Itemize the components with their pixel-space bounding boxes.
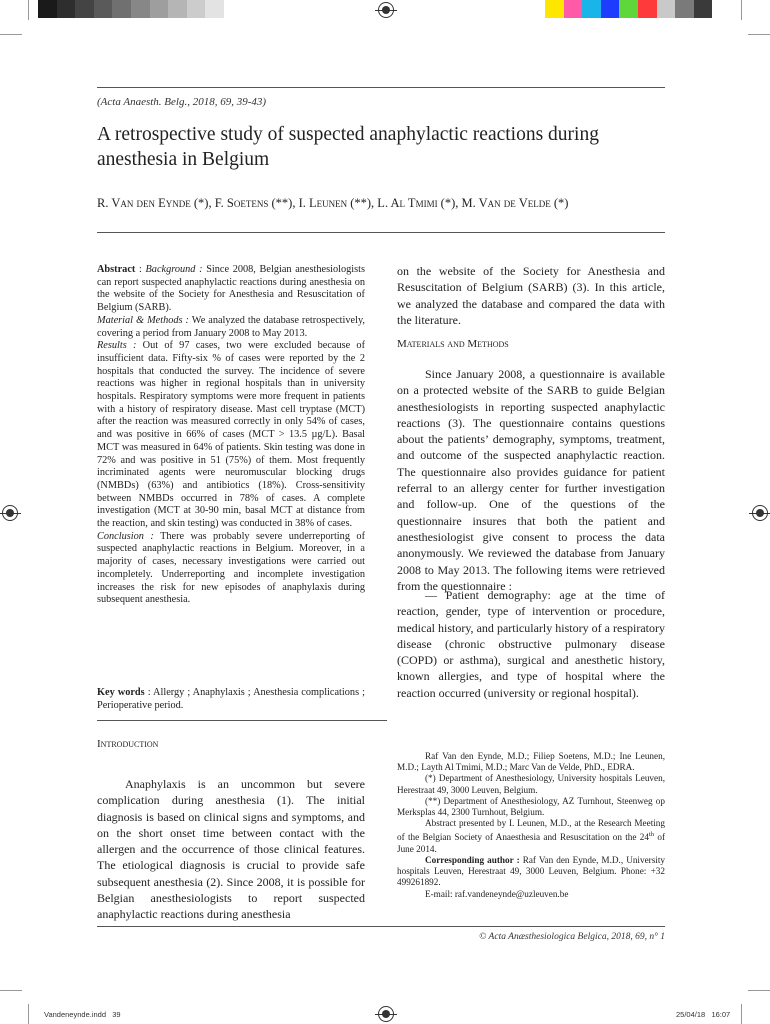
color-swatch	[619, 0, 638, 18]
intro-continuation: on the website of the Society for Anesthesia and Resuscitation of Belgium (SARB) (3). In this article, we analyzed the database and compared the data with the literature.	[397, 264, 665, 327]
abstract-results: Out of 97 cases, two were excluded because of insufficient data. Fifty-six % of cases were reported by the 2 hospitals that conducted the survey. The incidence of severe reactions was higher in regional hospitals than in university hospitals. Respiratory symptoms were more frequent in patients with a history of respiratory disease. Mast cell tryptase (MCT) after the reaction was measured correctly in only 54% of cases, and was positive in 66% of cases (MCT > 13.5 µg/L). Basal MCT was measured in 64% of patients. Skin testing was done in 72% and was positive in 51 (75%) of them. Most frequently incriminated agents were neuromuscular blocking drugs (NMBDs) (63%) and antibiotics (18%). Cross-sensitivity between NMBDs occurred in 78% of cases. A complete investigation (MCT at 30-90 min, basal MCT at distance from the reaction, and skin testing) was conducted in 38% of cases.	[97, 340, 366, 530]
gray-swatch	[187, 0, 206, 18]
methods-label: Material & Methods :	[97, 314, 189, 326]
color-swatch	[638, 0, 657, 18]
gray-swatch	[57, 0, 76, 18]
gray-swatch	[168, 0, 187, 18]
color-swatch	[657, 0, 676, 18]
abstract: Abstract : Background : Since 2008, Belgian anesthesiologists can report suspected anaphylactic reactions during anesthesia on the website of the Society for Anesthesia and Resuscitation of Belgium (SARB). Material & Methods : We analyzed the database retrospectively, covering a period from January 2008 to May 2013. Results : Out of 97 cases, two were excluded because of insufficient data. Fifty-six % of cases were reported by the 2 hospitals that conducted the survey. The incidence of severe reactions was higher in regional hospitals than in university hospitals. Respiratory symptoms were more frequent in patients with a history of respiratory disease. Mast cell tryptase (MCT) after the reaction was measured correctly in only 54% of cases, and was positive in 66% of cases (MCT > 13.5 µg/L). Basal MCT was measured in 64% of patients. Skin testing was done in 72% and was positive in 51 (75%) of them. Most frequently incriminated agents were neuromuscular blocking drugs (NMBDs) (63%) and antibiotics (18%). Cross-sensitivity between NMBDs occurred in 78% of cases. A complete investigation (MCT at 30-90 min, basal MCT at distance from the reaction, and skin testing) was conducted in 38% of cases. Conclusion : There was probably severe underreporting of suspected anaphylactic reactions in Belgium. Moreover, in a majority of cases, necessary investigations were carried out incompletely. Underreporting and incomplete investigation increases the risk for new episodes of anaphylaxis during subsequent anesthesia.	[97, 264, 366, 606]
registration-mark-icon	[378, 2, 394, 18]
presented-date-end: of June 2014.	[397, 832, 666, 854]
methods-heading: Materials and Methods	[397, 338, 509, 350]
color-swatch	[545, 0, 564, 18]
slug-datetime: 25/04/18 16:07	[676, 1010, 731, 1019]
color-swatch	[601, 0, 620, 18]
introduction-text: Anaphylaxis is an uncommon but severe complication during anesthesia (1). The initial diagnosis is based on clinical signs and symptoms, and on the short onset time between contact with the allergen and the occurrence of those clinical features. The etiological diagnosis is crucial to provide safe subsequent anesthesia (2). Since 2008, it is possible for Belgian anesthesiologists to report suspected anaphylactic reactions during anesthesia	[97, 777, 365, 922]
registration-mark-icon	[2, 505, 18, 521]
footnote-email: E-mail: raf.vandeneynde@uzleuven.be	[425, 888, 569, 899]
article-title: A retrospective study of suspected anaphylactic reactions during anesthesia in Belgium	[97, 124, 599, 170]
gray-swatch	[94, 0, 113, 18]
gray-swatch	[150, 0, 169, 18]
footnote	[397, 751, 665, 900]
color-swatch	[564, 0, 583, 18]
footnote-affiliation-1: (*) Department of Anesthesiology, University hospitals Leuven, Herestraat 49, 3000 Leuven, Belgium.	[397, 773, 665, 795]
crop-mark	[28, 0, 29, 20]
footnote-corresponding	[397, 855, 665, 889]
color-bar-right	[545, 0, 731, 18]
crop-mark	[748, 990, 770, 991]
author-list: R. Van den Eynde (*), F. Soetens (**), I. Leunen (**), L. Al Tmimi (*), M. Van de Velde (*)	[97, 196, 569, 210]
header-rule	[97, 87, 665, 88]
abstract-methods: We analyzed the database retrospectively, covering a period from January 2008 to May 2013.	[97, 314, 366, 339]
abstract-background: Since 2008, Belgian anesthesiologists can report suspected anaphylactic reactions during anesthesia on the website of the Society for Anesthesia and Resuscitation of Belgium (SARB).	[97, 264, 365, 314]
footnote-authors: Raf Van den Eynde, M.D.; Filiep Soetens, M.D.; Ine Leunen, M.D.; Layth Al Tmimi, M.D.; Marc Van de Velde, PhD., EDRA.	[397, 751, 665, 773]
title-rule	[97, 232, 665, 233]
footnote-presented	[397, 818, 665, 855]
patient-demography-item: — Patient demography: age at the time of reaction, gender, type of intervention or procedure, medical history, and particularly history of a respiratory disease (chronic obstructive pulmonary disease (COPD) or asthma), surgical and anesthetic history, known allergies, and type of hospital where the reaction occurred (university or regional hospital).	[397, 588, 665, 700]
crop-mark	[28, 1004, 29, 1024]
gray-swatch	[131, 0, 150, 18]
corresponding-label: Corresponding author :	[425, 854, 520, 865]
conclusion-label: Conclusion :	[97, 530, 154, 542]
results-label: Results :	[97, 340, 137, 352]
background-label: Background :	[145, 264, 203, 275]
corresponding-text: Raf Van den Eynde, M.D., University hospitals Leuven, Herestraat 49, 3000 Leuven, Belgium. Phone: +32 499261892.	[397, 854, 665, 888]
gray-swatch	[112, 0, 131, 18]
methods-text: Since January 2008, a questionnaire is available on a protected website of the SARB to guide Belgian anesthesiologists in reporting suspected anaphylactic reactions (3). The questionnaire contains questions about the patients’ demography, symptoms, treatment, and outcome of the suspected anaphylactic reaction. The questionnaire also provides guidance for patient referral to an allergy center for further investigation and follow-up. One of the questions of the questionnaire insures that both the patient and anesthesiologist give consent to process the data anonymously. We reviewed the database from January 2008 to May 2013. The following items were retrieved from the questionnaire :	[397, 367, 665, 593]
presented-text: Abstract presented by I. Leunen, M.D., at the Research Meeting of the Belgian Society of Anaesthesia and Resuscitation on the 24	[397, 818, 665, 843]
journal-reference: (Acta Anaesth. Belg., 2018, 69, 39-43)	[97, 96, 267, 108]
crop-mark	[748, 34, 770, 35]
page-footer: © Acta Anæsthesiologica Belgica, 2018, 69, n° 1	[479, 932, 665, 942]
keywords-label: Key words	[97, 687, 145, 698]
gray-swatch	[205, 0, 224, 18]
ordinal-suffix: th	[648, 831, 655, 839]
crop-mark	[741, 0, 742, 20]
registration-mark-icon	[752, 505, 768, 521]
color-swatch	[675, 0, 694, 18]
crop-mark	[0, 34, 22, 35]
crop-mark	[741, 1004, 742, 1024]
footnote-affiliation-2: (**) Department of Anesthesiology, AZ Turnhout, Steenweg op Merksplas 44, 2300 Turnhout, Belgium.	[397, 795, 665, 818]
footer-rule	[97, 926, 665, 927]
abstract-rule	[97, 720, 387, 721]
color-swatch	[582, 0, 601, 18]
abstract-conclusion: There was probably severe underreporting of suspected anaphylactic reactions in Belgium. Moreover, in a majority of cases, necessary investigations were carried out incompletely. Underreporting and incomplete investigation increases the risk for new episodes of anaphylaxis during subsequent anesthesia.	[97, 530, 365, 606]
gray-swatch	[75, 0, 94, 18]
abstract-label: Abstract	[97, 264, 136, 275]
introduction-heading: Introduction	[97, 738, 159, 750]
registration-mark-icon	[378, 1006, 394, 1022]
gray-swatch	[38, 0, 57, 18]
color-bar-left	[38, 0, 224, 18]
keywords	[97, 687, 365, 712]
keywords-text: : Allergy ; Anaphylaxis ; Anesthesia complications ; Perioperative period.	[97, 687, 365, 711]
crop-mark	[0, 990, 22, 991]
color-swatch	[694, 0, 713, 18]
slug-filename: Vandeneynde.indd 39	[44, 1010, 121, 1019]
